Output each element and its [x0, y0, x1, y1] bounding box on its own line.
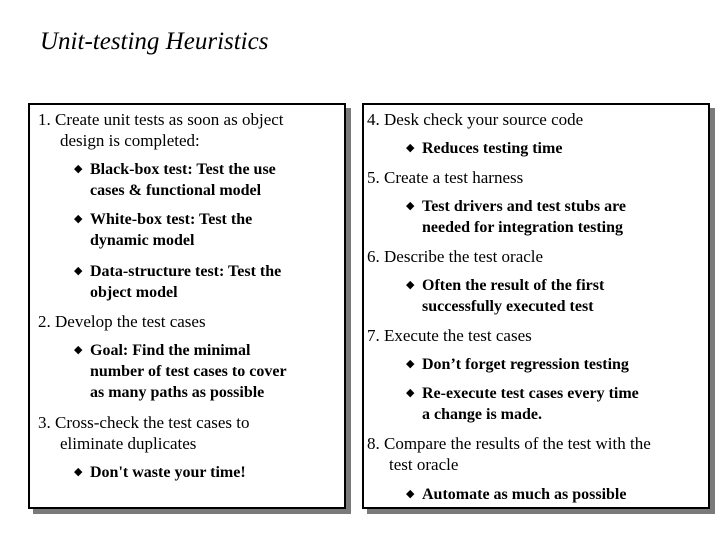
- sub-item-text: Black-box test: Test the use: [90, 161, 276, 178]
- sub-item-text: Often the result of the first: [422, 277, 605, 294]
- list-item-1: [38, 109, 284, 151]
- sub-item-regression: [406, 354, 629, 375]
- item-text: 3. Cross-check the test cases to: [38, 413, 250, 432]
- list-item-5: [367, 167, 523, 188]
- sub-item-text: Automate as much as possible: [422, 486, 627, 503]
- diamond-bullet-icon: ◆: [74, 466, 83, 478]
- diamond-bullet-icon: ◆: [406, 279, 415, 291]
- sub-item-re-execute: [406, 383, 639, 425]
- sub-item-text: White-box test: Test the: [90, 211, 253, 228]
- sub-item-reduces-time: [406, 138, 562, 159]
- sub-item-goal: [74, 340, 287, 403]
- item-text: 5. Create a test harness: [367, 168, 524, 187]
- sub-item-text: dynamic model: [90, 232, 195, 249]
- list-item-2: [38, 311, 206, 332]
- item-text: 1. Create unit tests as soon as object: [38, 110, 284, 129]
- list-item-8: [367, 433, 651, 475]
- item-text: eliminate duplicates: [60, 434, 197, 453]
- slide-title: Unit-testing Heuristics: [40, 28, 269, 55]
- sub-item-test-drivers: [406, 196, 626, 238]
- sub-item-automate: [406, 484, 626, 505]
- sub-item-text: Reduces testing time: [422, 140, 563, 157]
- diamond-bullet-icon: ◆: [406, 387, 415, 399]
- item-text: test oracle: [389, 455, 459, 474]
- diamond-bullet-icon: ◆: [406, 142, 415, 154]
- left-panel: [28, 103, 346, 509]
- item-text: 8. Compare the results of the test with the: [367, 434, 651, 453]
- sub-item-often-result: [406, 275, 604, 317]
- sub-item-text: successfully executed test: [422, 298, 594, 315]
- sub-item-white-box: [74, 209, 252, 251]
- sub-item-text: Don’t forget regression testing: [422, 356, 629, 373]
- item-text: 2. Develop the test cases: [38, 312, 206, 331]
- list-item-4: [367, 109, 583, 130]
- diamond-bullet-icon: ◆: [74, 213, 83, 225]
- diamond-bullet-icon: ◆: [406, 488, 415, 500]
- sub-item-text: number of test cases to cover: [90, 363, 287, 380]
- list-item-6: [367, 246, 543, 267]
- sub-item-text: a change is made.: [422, 406, 542, 423]
- sub-item-text: needed for integration testing: [422, 219, 624, 236]
- diamond-bullet-icon: ◆: [74, 265, 83, 277]
- list-item-7: [367, 325, 532, 346]
- sub-item-text: Test drivers and test stubs are: [422, 198, 627, 215]
- sub-item-text: Don't waste your time!: [90, 464, 246, 481]
- sub-item-text: Re-execute test cases every time: [422, 385, 639, 402]
- diamond-bullet-icon: ◆: [74, 163, 83, 175]
- diamond-bullet-icon: ◆: [406, 200, 415, 212]
- sub-item-dont-waste: [74, 462, 246, 483]
- item-text: design is completed:: [60, 131, 200, 150]
- diamond-bullet-icon: ◆: [74, 344, 83, 356]
- sub-item-data-structure: [74, 261, 281, 303]
- sub-item-text: cases & functional model: [90, 182, 262, 199]
- item-text: 4. Desk check your source code: [367, 110, 584, 129]
- right-panel: [362, 103, 710, 509]
- item-text: 6. Describe the test oracle: [367, 247, 544, 266]
- sub-item-text: object model: [90, 284, 178, 301]
- diamond-bullet-icon: ◆: [406, 358, 415, 370]
- sub-item-text: as many paths as possible: [90, 384, 265, 401]
- item-text: 7. Execute the test cases: [367, 326, 532, 345]
- sub-item-text: Data-structure test: Test the: [90, 263, 282, 280]
- list-item-3: [38, 412, 250, 454]
- sub-item-text: Goal: Find the minimal: [90, 342, 251, 359]
- sub-item-black-box: [74, 159, 276, 201]
